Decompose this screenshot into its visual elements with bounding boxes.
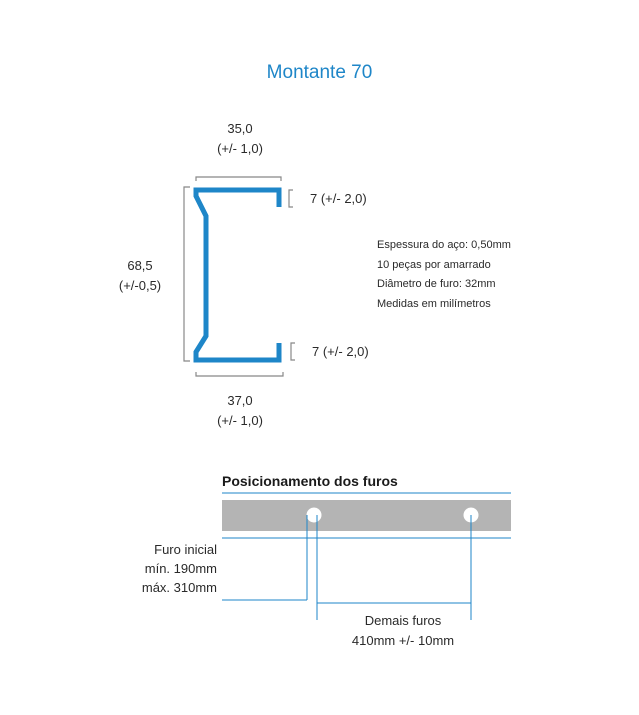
spec-list (377, 236, 511, 314)
spec-thickness: Espessura do aço: 0,50mm (377, 239, 511, 251)
top-width-bracket (196, 177, 281, 181)
bottom-lip-bracket (291, 343, 295, 360)
other-holes-spacing: 410mm +/- 10mm (351, 633, 455, 648)
hole-initial (307, 508, 322, 523)
bottom-width-value: 37,0 (227, 393, 253, 408)
hole-section-title: Posicionamento dos furos (222, 473, 398, 489)
bottom-width-bracket (196, 372, 283, 376)
top-lip-bracket (289, 190, 293, 207)
spec-units: Medidas em milímetros (377, 297, 491, 310)
bottom-width-tolerance: (+/- 1,0) (217, 413, 263, 428)
height-label (100, 256, 180, 296)
spec-hole-diameter: Diâmetro de furo: 32mm (377, 278, 496, 290)
top-lip-label: 7 (+/- 2,0) (310, 191, 367, 206)
other-holes-label: Demais furos (364, 613, 442, 628)
page-title: Montante 70 (266, 62, 373, 83)
initial-hole-min: mín. 190mm (144, 561, 217, 576)
height-tolerance: (+/-0,5) (118, 278, 162, 293)
top-width-value: 35,0 (227, 121, 253, 136)
initial-hole-label: Furo inicial (154, 542, 217, 557)
top-width-label (200, 119, 280, 159)
spec-pack: 10 peças por amarrado (377, 258, 491, 271)
bottom-lip-label: 7 (+/- 2,0) (312, 344, 369, 359)
montante-profile (196, 190, 279, 360)
height-bracket (184, 187, 190, 361)
height-value: 68,5 (127, 258, 153, 273)
other-holes-note (328, 611, 478, 651)
bottom-width-label (200, 391, 280, 431)
top-width-tolerance: (+/- 1,0) (217, 141, 263, 156)
initial-hole-max: máx. 310mm (141, 580, 217, 595)
initial-hole-note (95, 540, 217, 597)
